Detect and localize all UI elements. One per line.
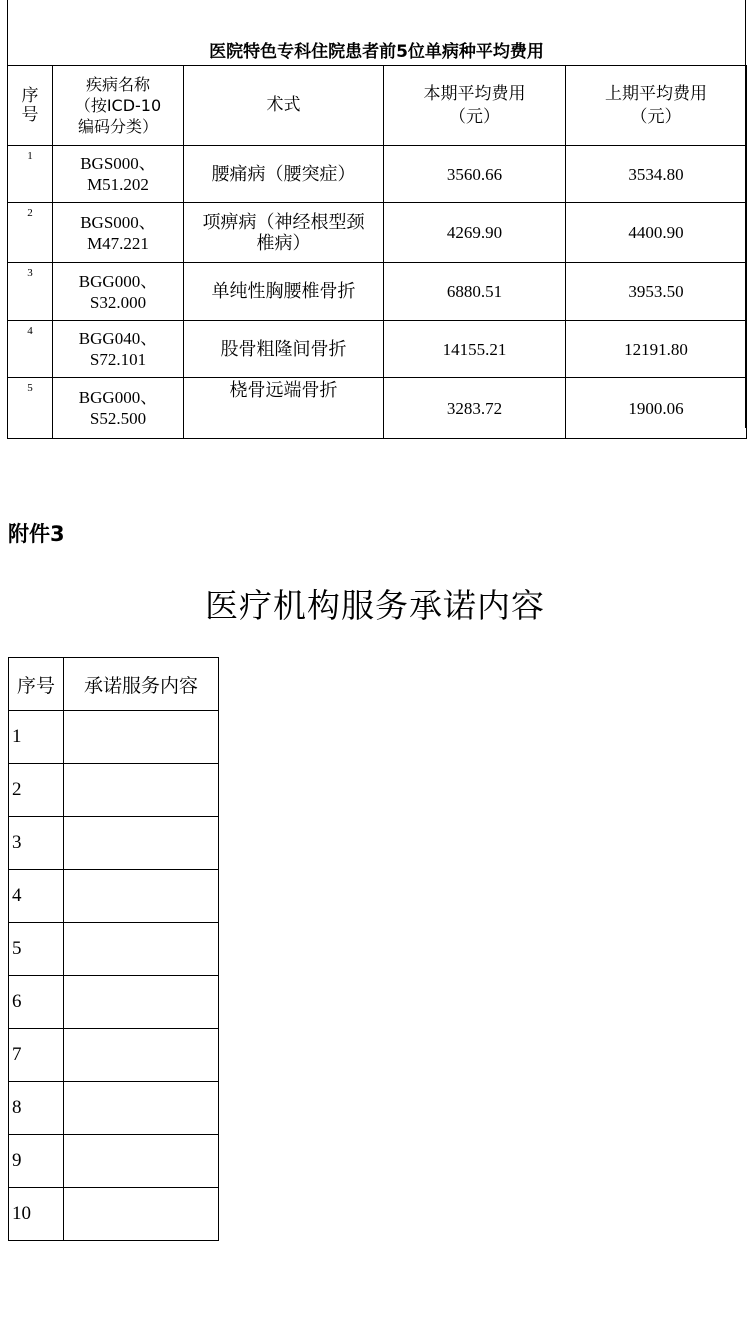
row-procedure-line1: 项痹病（神经根型颈 [202,211,365,233]
row-disease-code [53,203,184,263]
row-current-cost: 14155.21 [384,321,566,378]
row-content-cell [64,711,219,764]
row-procedure: 单纯性胸腰椎骨折 [184,263,384,321]
table2-header-row [9,658,219,711]
row-procedure: 股骨粗隆间骨折 [184,321,384,378]
header-previous-line1: 上期平均费用 [605,83,707,104]
row-seq: 3 [8,263,53,321]
row-previous-cost: 1900.06 [566,378,747,439]
table-row [8,203,747,263]
row-procedure: 腰痛病（腰突症） [184,146,384,203]
row-code-line2: S72.101 [89,350,147,369]
table1-title: 医院特色专科住院患者前5位单病种平均费用 [209,42,544,62]
row-disease-code [53,378,184,439]
row-current-cost: 6880.51 [384,263,566,321]
row-previous-cost: 4400.90 [566,203,747,263]
row-seq: 4 [8,321,53,378]
table-row [8,263,747,321]
table1-header-row [8,66,747,146]
row-content-cell [64,1029,219,1082]
header-seq: 序号 [9,658,64,711]
row-code-line2: M51.202 [87,175,149,194]
row-content-cell [64,1135,219,1188]
header-current-cost [384,66,566,146]
row-seq: 4 [9,870,64,923]
row-current-cost: 3560.66 [384,146,566,203]
row-content-cell [64,1188,219,1241]
table-row [9,1188,219,1241]
header-procedure: 术式 [184,66,384,146]
row-code-line2: M47.221 [87,233,149,253]
row-previous-cost: 3534.80 [566,146,747,203]
table-row [9,870,219,923]
row-seq: 8 [9,1082,64,1135]
row-current-cost: 3283.72 [384,378,566,439]
row-code-line1: BGG040、 [78,329,158,348]
table-row [8,146,747,203]
header-current-line1: 本期平均费用 [423,83,526,104]
table-row [9,711,219,764]
average-cost-table [7,65,747,439]
attachment-label: 附件3 [8,522,65,546]
header-disease [53,66,184,146]
row-seq: 2 [8,203,53,263]
row-seq: 1 [8,146,53,203]
row-content-cell [64,923,219,976]
row-previous-cost: 3953.50 [566,263,747,321]
row-code-line2: S32.000 [89,292,147,312]
row-code-line1: BGS000、 [80,212,156,232]
header-previous-line2: （元） [630,106,682,127]
header-seq-label: 序号 [21,85,39,125]
row-procedure [184,203,384,263]
row-seq: 2 [9,764,64,817]
row-code-line1: BGS000、 [80,154,156,173]
header-previous-cost [566,66,747,146]
row-procedure: 桡骨远端骨折 [184,378,384,439]
row-seq: 3 [9,817,64,870]
row-seq: 7 [9,1029,64,1082]
row-current-cost: 4269.90 [384,203,566,263]
table-row [8,378,747,439]
row-disease-code [53,321,184,378]
header-commitment-content: 承诺服务内容 [64,658,219,711]
attachment-title: 医疗机构服务承诺内容 [205,586,545,625]
row-seq: 9 [9,1135,64,1188]
row-code-line2: S52.500 [89,409,147,428]
row-disease-code [53,263,184,321]
row-seq: 1 [9,711,64,764]
service-commitment-table [8,657,219,1241]
header-current-line2: （元） [449,106,500,127]
row-disease-code [53,146,184,203]
header-disease-line2: （按ICD-10 [74,96,162,115]
table-row [9,1135,219,1188]
table-row [9,1029,219,1082]
header-disease-line1: 疾病名称 [85,75,150,94]
table-row [9,923,219,976]
row-content-cell [64,1082,219,1135]
row-seq: 6 [9,976,64,1029]
row-seq: 5 [9,923,64,976]
table-row [9,817,219,870]
row-content-cell [64,870,219,923]
header-seq [8,66,53,146]
table-row [9,1082,219,1135]
table-row [9,764,219,817]
row-code-line1: BGG000、 [78,271,158,291]
header-disease-line3: 编码分类） [77,117,158,136]
row-code-line1: BGG000、 [78,388,158,407]
row-seq: 10 [9,1188,64,1241]
table-row [8,321,747,378]
row-content-cell [64,764,219,817]
row-seq: 5 [8,378,53,439]
table-row [9,976,219,1029]
row-previous-cost: 12191.80 [566,321,747,378]
row-content-cell [64,976,219,1029]
row-procedure-line2: 椎病） [256,232,311,254]
row-content-cell [64,817,219,870]
